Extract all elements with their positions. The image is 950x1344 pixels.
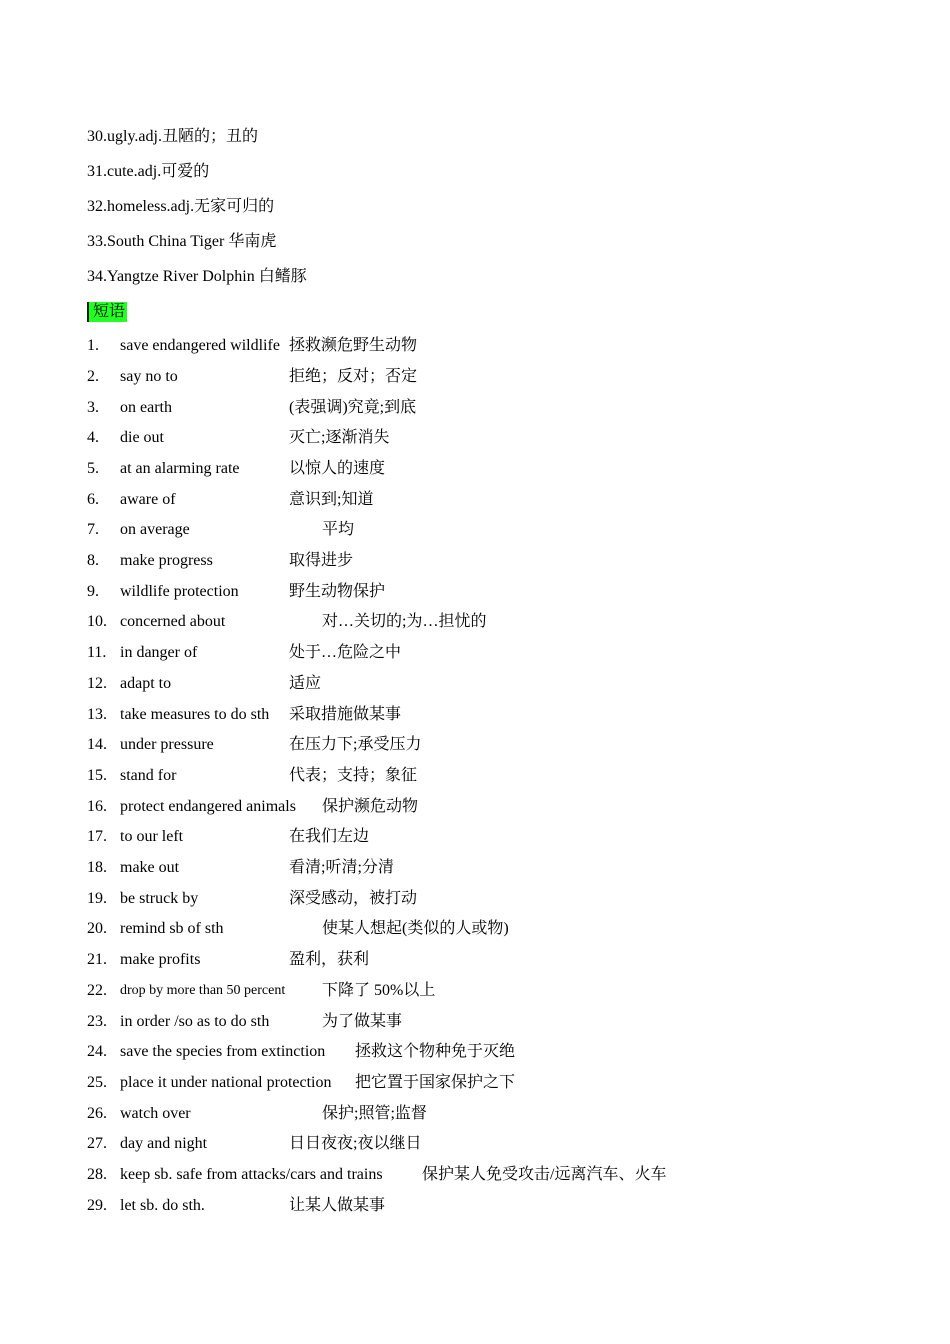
phrase-chinese: 使某人想起(类似的人或物) — [322, 920, 509, 937]
phrase-chinese: 保护濒危动物 — [322, 798, 419, 815]
phrase-row — [0, 366, 950, 388]
phrase-english: protect endangered animals — [120, 798, 296, 815]
phrase-row — [0, 550, 950, 572]
phrase-number: 1. — [87, 337, 99, 354]
phrase-row — [0, 1011, 950, 1033]
phrase-chinese: 保护;照管;监督 — [322, 1105, 427, 1122]
phrase-chinese: 适应 — [289, 675, 322, 692]
phrase-row — [0, 888, 950, 910]
phrase-row — [0, 427, 950, 449]
phrase-english: on earth — [120, 399, 172, 416]
phrase-chinese: 野生动物保护 — [289, 583, 386, 600]
phrase-english: to our left — [120, 828, 184, 845]
vocab-item: 31.cute.adj.可爱的 — [87, 163, 210, 180]
phrase-chinese: 灭亡;逐渐消失 — [289, 429, 390, 446]
phrase-chinese: 取得进步 — [289, 552, 354, 569]
phrase-chinese: 以惊人的速度 — [289, 460, 386, 477]
phrase-row — [0, 826, 950, 848]
phrase-english: place it under national protection — [120, 1074, 332, 1091]
phrase-english: say no to — [120, 368, 178, 385]
phrase-chinese: 处于…危险之中 — [289, 644, 402, 661]
phrase-english: drop by more than 50 percent — [120, 983, 286, 998]
phrase-number: 9. — [87, 583, 99, 600]
vocab-item: 33.South China Tiger 华南虎 — [87, 233, 277, 250]
phrase-number: 17. — [87, 828, 107, 845]
phrase-number: 3. — [87, 399, 99, 416]
phrase-number: 13. — [87, 706, 107, 723]
phrase-chinese: 看清;听清;分清 — [289, 859, 394, 876]
vocab-item: 32.homeless.adj.无家可归的 — [87, 198, 275, 215]
phrase-english: in danger of — [120, 644, 198, 661]
phrase-number: 20. — [87, 920, 107, 937]
phrase-number: 12. — [87, 675, 107, 692]
phrase-english: remind sb of sth — [120, 920, 224, 937]
phrase-chinese: 对…关切的;为…担忧的 — [322, 613, 487, 630]
phrase-chinese: 拯救濒危野生动物 — [289, 337, 418, 354]
phrase-chinese: 日日夜夜;夜以继日 — [289, 1135, 422, 1152]
phrase-chinese: 代表；支持；象征 — [289, 767, 418, 784]
phrase-english: on average — [120, 521, 190, 538]
phrase-english: make progress — [120, 552, 213, 569]
phrase-row — [0, 1133, 950, 1155]
phrase-row — [0, 796, 950, 818]
phrase-chinese: 意识到;知道 — [289, 491, 374, 508]
phrase-number: 10. — [87, 613, 107, 630]
phrase-english: concerned about — [120, 613, 226, 630]
phrase-row — [0, 489, 950, 511]
phrase-chinese: 下降了 50%以上 — [322, 982, 436, 999]
phrase-english: under pressure — [120, 736, 214, 753]
phrase-english: keep sb. safe from attacks/cars and trains — [120, 1166, 383, 1183]
phrase-english: aware of — [120, 491, 176, 508]
phrase-number: 15. — [87, 767, 107, 784]
phrase-chinese: 深受感动，被打动 — [289, 890, 418, 907]
phrase-row — [0, 611, 950, 633]
phrase-number: 8. — [87, 552, 99, 569]
vocab-item: 34.Yangtze River Dolphin 白鳍豚 — [87, 268, 307, 285]
phrase-row — [0, 1103, 950, 1125]
phrase-number: 6. — [87, 491, 99, 508]
phrase-number: 27. — [87, 1135, 107, 1152]
phrase-number: 23. — [87, 1013, 107, 1030]
phrase-chinese: 平均 — [322, 521, 355, 538]
phrase-english: save the species from extinction — [120, 1043, 326, 1060]
phrase-chinese: 拒绝；反对；否定 — [289, 368, 418, 385]
phrase-chinese: 把它置于国家保护之下 — [355, 1074, 516, 1091]
phrase-english: be struck by — [120, 890, 199, 907]
phrase-number: 25. — [87, 1074, 107, 1091]
phrase-number: 26. — [87, 1105, 107, 1122]
phrase-chinese: 让某人做某事 — [289, 1197, 386, 1214]
phrase-chinese: 保护某人免受攻击/远离汽车、火车 — [422, 1166, 667, 1183]
phrase-chinese: (表强调)究竟;到底 — [289, 399, 417, 416]
phrase-row — [0, 704, 950, 726]
phrase-number: 22. — [87, 982, 107, 999]
phrase-chinese: 为了做某事 — [322, 1013, 403, 1030]
phrase-number: 21. — [87, 951, 107, 968]
phrase-row — [0, 765, 950, 787]
phrase-number: 4. — [87, 429, 99, 446]
phrase-english: at an alarming rate — [120, 460, 240, 477]
phrase-english: save endangered wildlife — [120, 337, 280, 354]
phrase-row — [0, 519, 950, 541]
phrase-row — [0, 397, 950, 419]
phrase-chinese: 采取措施做某事 — [289, 706, 402, 723]
phrase-english: watch over — [120, 1105, 191, 1122]
phrase-english: die out — [120, 429, 164, 446]
phrase-number: 29. — [87, 1197, 107, 1214]
phrase-chinese: 在我们左边 — [289, 828, 370, 845]
phrase-english: make profits — [120, 951, 201, 968]
phrase-english: take measures to do sth — [120, 706, 270, 723]
phrase-english: let sb. do sth. — [120, 1197, 205, 1214]
phrase-row — [0, 581, 950, 603]
phrase-row — [0, 1041, 950, 1063]
phrase-number: 19. — [87, 890, 107, 907]
phrase-english: adapt to — [120, 675, 172, 692]
phrase-row — [0, 918, 950, 940]
phrase-number: 16. — [87, 798, 107, 815]
phrase-row — [0, 642, 950, 664]
phrase-number: 11. — [87, 644, 107, 661]
phrase-number: 14. — [87, 736, 107, 753]
phrase-english: make out — [120, 859, 180, 876]
vocab-item: 30.ugly.adj.丑陋的；丑的 — [87, 128, 258, 145]
phrase-row — [0, 949, 950, 971]
phrase-english: wildlife protection — [120, 583, 239, 600]
phrase-row — [0, 857, 950, 879]
phrase-number: 2. — [87, 368, 99, 385]
phrase-chinese: 在压力下;承受压力 — [289, 736, 422, 753]
phrase-row — [0, 1164, 950, 1186]
phrase-number: 7. — [87, 521, 99, 538]
phrase-number: 28. — [87, 1166, 107, 1183]
phrase-english: in order /so as to do sth — [120, 1013, 270, 1030]
phrase-english: stand for — [120, 767, 177, 784]
phrase-row — [0, 734, 950, 756]
phrases-heading: 短语 — [87, 302, 127, 322]
phrase-row — [0, 1072, 950, 1094]
phrase-row — [0, 458, 950, 480]
phrase-row — [0, 335, 950, 357]
phrase-chinese: 拯救这个物种免于灭绝 — [355, 1043, 516, 1060]
phrase-chinese: 盈利，获利 — [289, 951, 370, 968]
phrase-number: 18. — [87, 859, 107, 876]
phrase-number: 5. — [87, 460, 99, 477]
phrase-row — [0, 1195, 950, 1217]
phrase-english: day and night — [120, 1135, 208, 1152]
phrase-number: 24. — [87, 1043, 107, 1060]
phrase-row — [0, 980, 950, 1002]
phrase-row — [0, 673, 950, 695]
